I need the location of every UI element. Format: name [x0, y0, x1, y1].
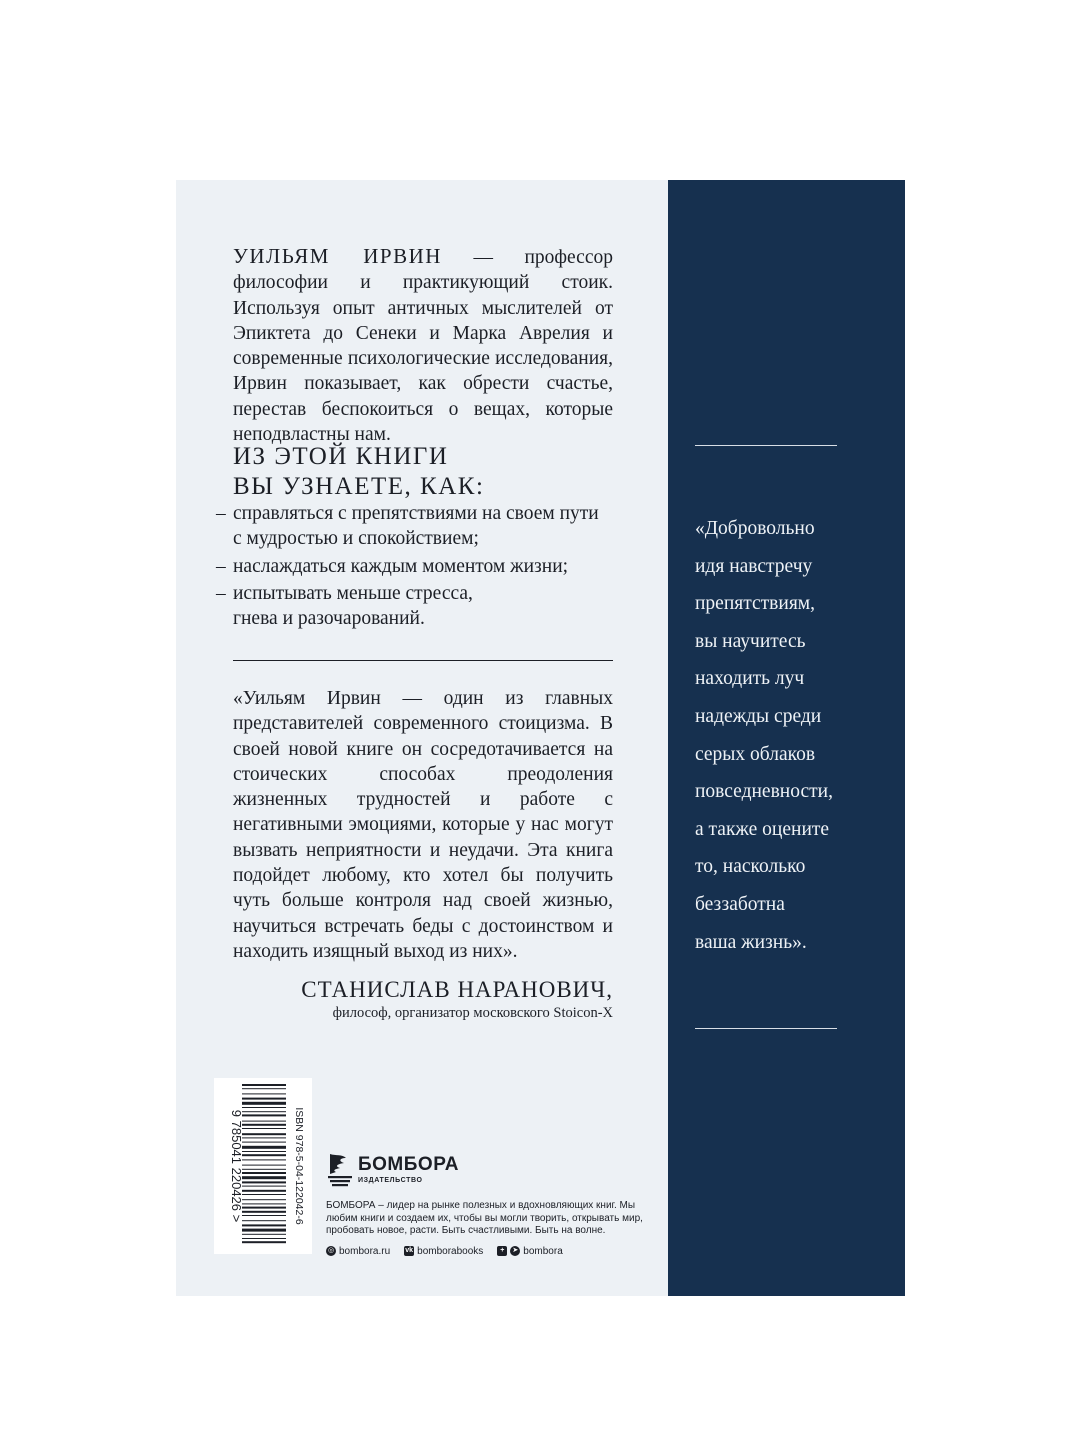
publisher-description: БОМБОРА – лидер на рынке полезных и вдохновляющих книг. Мы любим книги и создаем их, чтобы вы могли творить, открывать мир, пробовать новое, расти. Быть счастливыми. Быть на волне.	[326, 1200, 643, 1236]
barcode-bar	[242, 1098, 286, 1100]
barcode-bar	[242, 1133, 286, 1135]
list-item-text: наслаждаться каждым моментом жизни;	[233, 555, 569, 577]
list-item	[216, 581, 616, 632]
learn-heading	[233, 442, 613, 502]
barcode-bar	[242, 1241, 286, 1243]
reviewer-name: СТАНИСЛАВ НАРАНОВИЧ,	[301, 977, 613, 1002]
reviewer-role: философ, организатор московского Stoicon-X	[332, 1005, 613, 1021]
barcode-bar	[242, 1190, 286, 1192]
barcode-bar	[242, 1211, 286, 1213]
publisher-brand-sub: ИЗДАТЕЛЬСТВО	[358, 1177, 423, 1184]
barcode-bar	[242, 1111, 286, 1112]
isbn-text: ISBN 978-5-04-122042-6	[293, 1107, 305, 1225]
left-panel	[176, 180, 668, 1296]
barcode-bar	[242, 1220, 286, 1221]
barcode-bar	[242, 1121, 286, 1122]
list-item-text: испытывать меньше стресса, гнева и разочарований.	[233, 582, 473, 630]
barcode-bar	[242, 1199, 286, 1200]
author-bio	[233, 244, 613, 447]
barcode-bar	[242, 1084, 286, 1086]
list-dash: –	[216, 503, 226, 524]
barcode-bar	[242, 1107, 286, 1108]
publisher-logo	[326, 1150, 656, 1192]
barcode-bar	[242, 1215, 286, 1216]
barcode-bar	[242, 1207, 286, 1209]
barcode-bar	[242, 1203, 286, 1204]
telegram-icon: ➤	[510, 1246, 520, 1256]
divider	[233, 660, 613, 661]
barcode-bar	[242, 1146, 286, 1149]
bombora-logo-icon	[326, 1152, 354, 1190]
vk-icon: vk	[405, 1247, 414, 1254]
barcode-bar	[242, 1159, 286, 1160]
barcode-bar	[242, 1176, 286, 1179]
barcode-bar	[242, 1088, 286, 1089]
barcode-bar	[242, 1137, 286, 1138]
reviewer	[233, 976, 613, 1022]
learn-list	[216, 501, 616, 633]
barcode-bars	[242, 1084, 286, 1243]
list-dash: –	[216, 555, 226, 577]
plus-icon: +	[497, 1246, 507, 1256]
right-panel	[668, 180, 905, 1296]
link-vk-text: bomborabooks	[417, 1245, 484, 1257]
barcode-bar	[242, 1154, 286, 1156]
list-dash: –	[216, 582, 226, 604]
link-vk	[404, 1246, 483, 1257]
barcode-bar	[242, 1234, 286, 1235]
barcode-bar	[242, 1172, 286, 1174]
book-back-cover	[176, 180, 905, 1296]
side-quote: «Добровольно идя навстречу препятствиям, вы научитесь находить луч надежды среди серых облаков повседневности, а также оцените то, насколько беззаботна ваша жизнь».	[695, 518, 833, 953]
list-item	[216, 554, 616, 579]
author-name: УИЛЬЯМ ИРВИН	[233, 244, 442, 268]
barcode-bar	[242, 1151, 286, 1152]
globe-icon: ◎	[327, 1247, 335, 1254]
publisher-block	[326, 1150, 656, 1257]
link-social-text: bombora	[523, 1245, 563, 1257]
link-website-text: bombora.ru	[339, 1245, 391, 1257]
barcode-graphic	[214, 1078, 312, 1254]
barcode	[214, 1078, 312, 1254]
publisher-brand: БОМБОРА	[358, 1154, 459, 1175]
divider-top	[695, 445, 837, 446]
barcode-bar	[242, 1093, 286, 1094]
barcode-bar	[242, 1102, 286, 1105]
barcode-bar	[242, 1238, 286, 1239]
barcode-bar	[242, 1165, 286, 1166]
barcode-bar	[242, 1224, 286, 1226]
barcode-bar	[242, 1142, 286, 1143]
barcode-bar	[242, 1128, 286, 1129]
link-website	[326, 1246, 390, 1257]
publisher-links	[326, 1246, 656, 1257]
author-bio-text: — профессор философии и практикующий стоик. Используя опыт античных мыслителей от Эпиктета до Сенеки и Марка Аврелия и современные психологические исследования, Ирвин показывает, как обрести счастье, перестав беспокоиться о вещах, которые неподвластны нам.	[233, 247, 613, 446]
list-item	[216, 501, 616, 552]
barcode-bar	[242, 1181, 286, 1183]
barcode-bar	[242, 1194, 286, 1195]
list-item-text: справляться с препятствиями на своем пути с мудростью и спокойствием;	[233, 503, 599, 550]
barcode-digits: 9 785041 220426 >	[229, 1109, 244, 1223]
learn-heading-line-1: ИЗ ЭТОЙ КНИГИ	[233, 443, 449, 470]
review-quote: «Уильям Ирвин — один из главных представителей современного стоицизма. В своей новой книге он сосредотачивается на стоических способах преодоления жизненных трудностей и работе с негативными эмоциями, которые у нас могут вызвать неприятности и неудачи. Эта книга подойдет любому, кто хотел бы получить чуть больше контроля над своей жизнью, научиться встречать беды с достоинством и находить изящный выход из них».	[233, 688, 613, 962]
learn-heading-line-2: ВЫ УЗНАЕТЕ, КАК:	[233, 473, 485, 500]
barcode-bar	[242, 1124, 286, 1126]
divider-bottom	[695, 1028, 837, 1029]
barcode-bar	[242, 1229, 286, 1232]
barcode-bar	[242, 1114, 286, 1116]
barcode-bar	[242, 1169, 286, 1170]
barcode-bar	[242, 1186, 286, 1187]
link-social	[497, 1246, 562, 1257]
